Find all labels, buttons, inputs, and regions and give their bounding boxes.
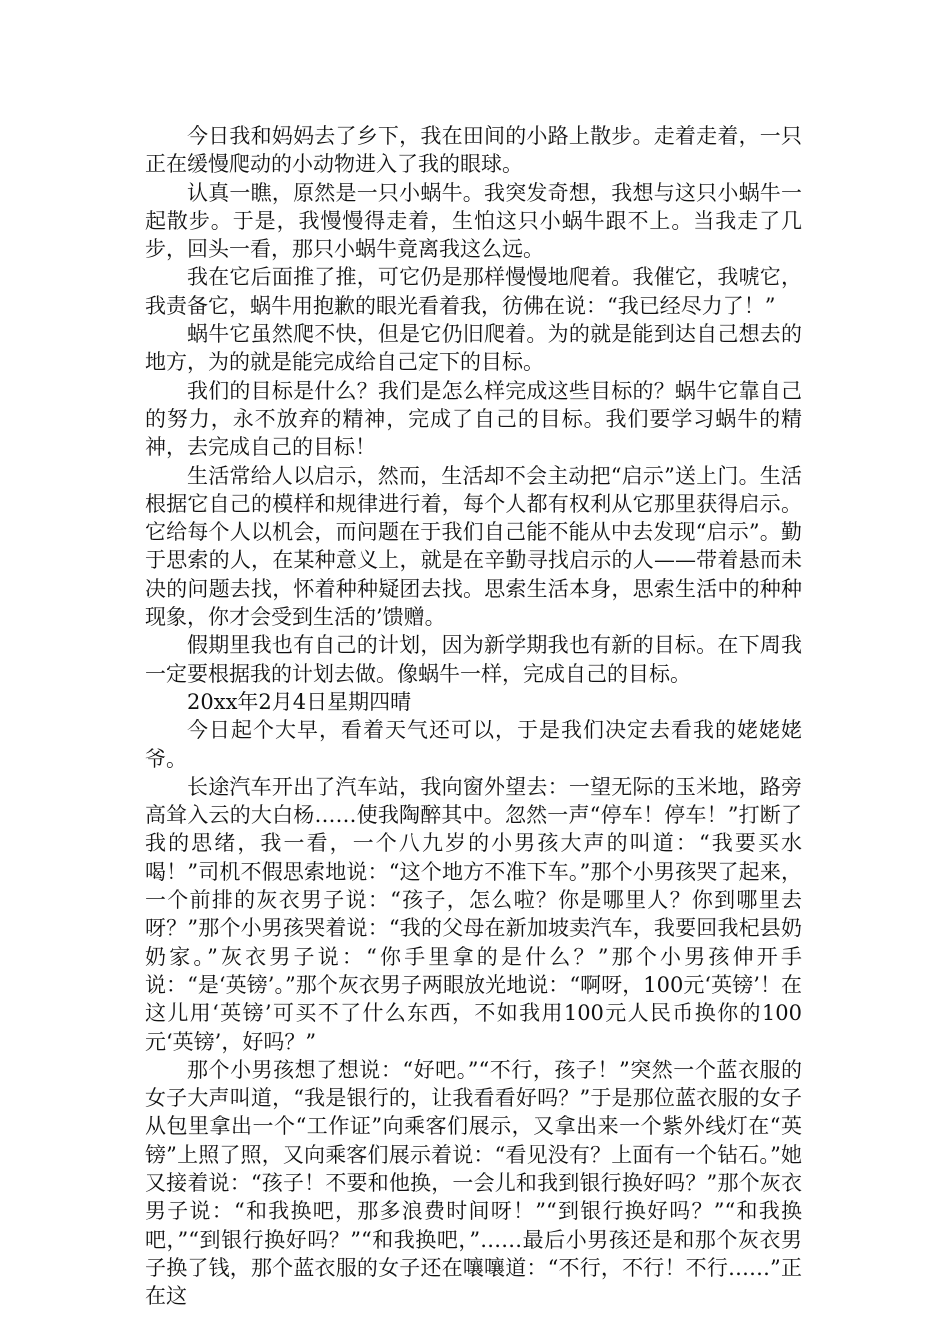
paragraph-3: 我在它后面推了推，可它仍是那样慢慢地爬着。我催它，我唬它，我责备它，蜗牛用抱歉的眼光看着我，彷佛在说：“我已经尽力了！” bbox=[145, 265, 802, 318]
paragraph-1: 今日我和妈妈去了乡下，我在田间的小路上散步。走着走着，一只正在缓慢爬动的小动物进入了我的眼球。 bbox=[145, 124, 802, 177]
paragraph-7: 假期里我也有自己的计划，因为新学期我也有新的目标。在下周我一定要根据我的计划去做。像蜗牛一样，完成自己的目标。 bbox=[145, 633, 802, 686]
document-body bbox=[145, 122, 802, 1310]
paragraph-2: 认真一瞧，原然是一只小蜗牛。我突发奇想，我想与这只小蜗牛一起散步。于是，我慢慢得走着，生怕这只小蜗牛跟不上。当我走了几步，回头一看，那只小蜗牛竟离我这么远。 bbox=[145, 180, 802, 262]
paragraph-10: 长途汽车开出了汽车站，我向窗外望去：一望无际的玉米地，路旁高耸入云的大白杨……使我陶醉其中。忽然一声“停车！停车！”打断了我的思绪，我一看，一个八九岁的小男孩大声的叫道：“我要买水喝！”司机不假思索地说：“这个地方不准下车。”那个小男孩哭了起来，一个前排的灰衣男子说：“孩子，怎么啦？你是哪里人？你到哪里去呀？”那个小男孩哭着说：“我的父母在新加坡卖汽车，我要回我杞县奶奶家。”灰衣男子说：“你手里拿的是什么？”那个小男孩伸开手说：“是‘英镑’。”那个灰衣男子两眼放光地说：“啊呀，100元‘英镑’！在这儿用‘英镑’可买不了什么东西，不如我用100元人民币换你的100元‘英镑’，好吗？” bbox=[145, 774, 802, 1054]
paragraph-4: 蜗牛它虽然爬不快，但是它仍旧爬着。为的就是能到达自己想去的地方，为的就是能完成给自己定下的目标。 bbox=[145, 322, 802, 375]
diary-date-line: 20xx年2月4日星期四晴 bbox=[187, 689, 412, 714]
paragraph-11: 那个小男孩想了想说：“好吧。”“不行，孩子！”突然一个蓝衣服的女子大声叫道，“我是银行的，让我看看好吗？”于是那位蓝衣服的女子从包里拿出一个“工作证”向乘客们展示，又拿出来一个紫外线灯在“英镑”上照了照，又向乘客们展示着说：“看见没有？上面有一个钻石。”她又接着说：“孩子！不要和他换，一会儿和我到银行换好吗？”那个灰衣男子说：“和我换吧，那多浪费时间呀！”“到银行换好吗？”“和我换吧，”“到银行换好吗？”“和我换吧，”……最后小男孩还是和那个灰衣男子换了钱，那个蓝衣服的女子还在嚷嚷道：“不行，不行！不行……”正在这 bbox=[145, 1057, 802, 1309]
paragraph-6: 生活常给人以启示，然而，生活却不会主动把“启示”送上门。生活根据它自己的模样和规律进行着，每个人都有权利从它那里获得启示。它给每个人以机会，而问题在于我们自己能不能从中去发现“启示”。勤于思索的人，在某种意义上，就是在辛勤寻找启示的人——带着悬而未决的问题去找，怀着种种疑团去找。思索生活本身，思索生活中的种种现象，你才会受到生活的’馈赠。 bbox=[145, 463, 802, 630]
paragraph-5: 我们的目标是什么？我们是怎么样完成这些目标的？蜗牛它靠自己的努力，永不放弃的精神，完成了自己的目标。我们要学习蜗牛的精神，去完成自己的目标！ bbox=[145, 378, 802, 460]
paragraph-9: 今日起个大早，看着天气还可以，于是我们决定去看我的姥姥姥爷。 bbox=[145, 718, 802, 771]
